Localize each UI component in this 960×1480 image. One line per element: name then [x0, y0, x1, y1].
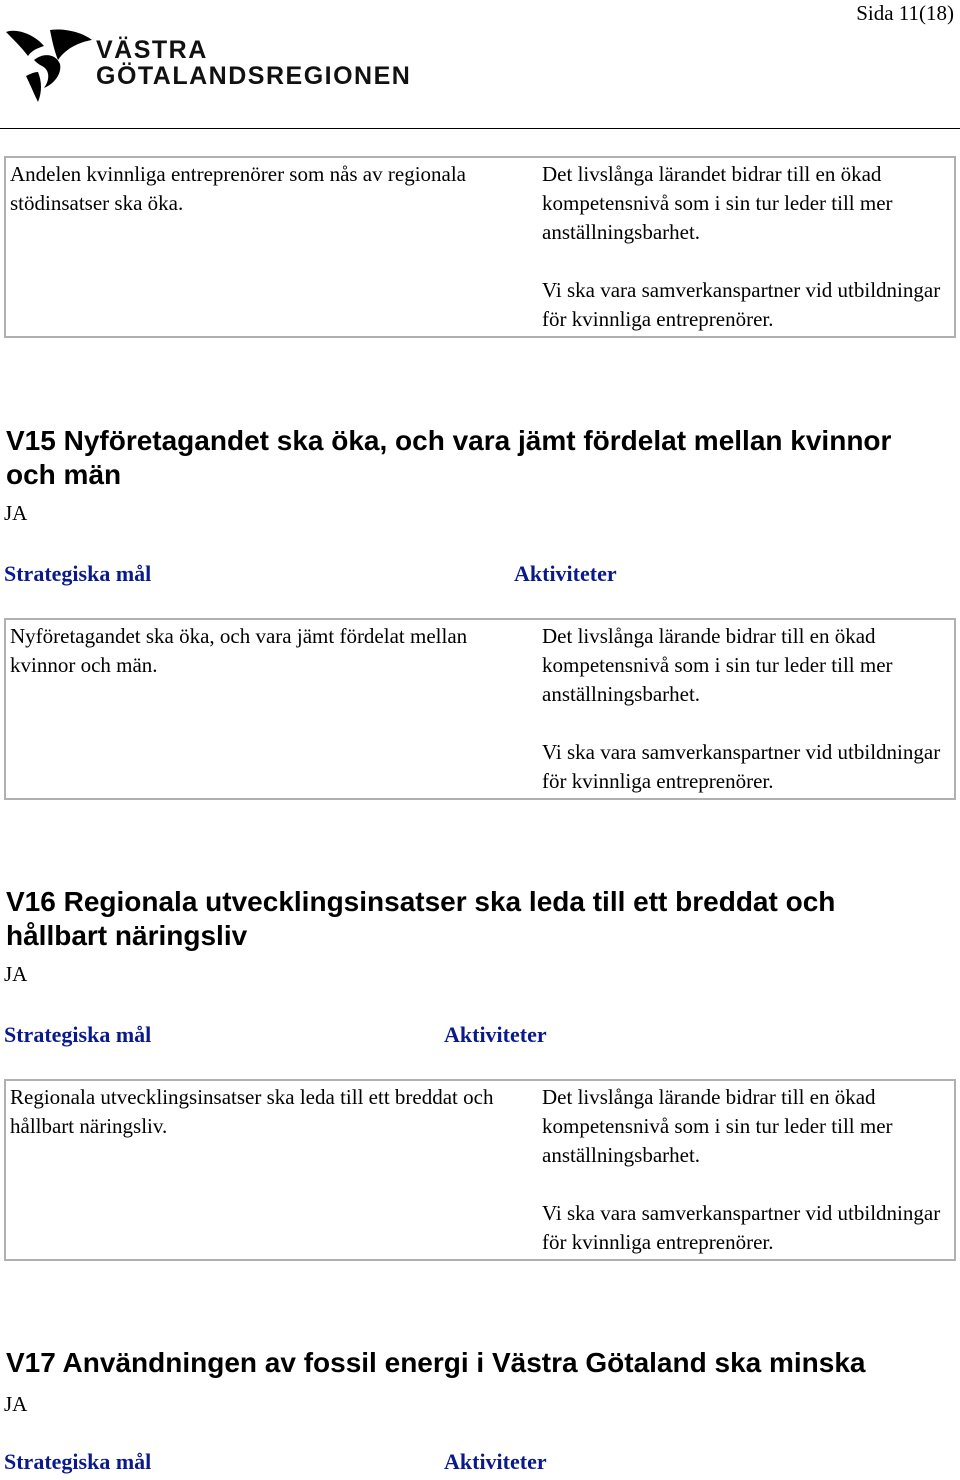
- activity-text: Vi ska vara samverkanspartner vid utbildningar för kvinnliga entreprenörer.: [542, 740, 941, 793]
- region-emblem-icon: [4, 26, 94, 106]
- goal-cell: Regionala utvecklingsinsatser ska leda till ett breddat och hållbart näringsliv.: [10, 1085, 494, 1138]
- goal-cell: Nyföretagandet ska öka, och vara jämt fördelat mellan kvinnor och män.: [10, 624, 468, 677]
- goals-table-v15: [0, 618, 960, 800]
- activity-text: Vi ska vara samverkanspartner vid utbildningar för kvinnliga entreprenörer.: [542, 1201, 941, 1254]
- activity-text: Det livslånga lärande bidrar till en ökad kompetensnivå som i sin tur leder till mer anställningsbarhet.: [542, 1085, 893, 1167]
- logo-line-1: VÄSTRA: [96, 36, 208, 64]
- answer-v17: JA: [4, 1392, 28, 1416]
- activities-cell: [538, 620, 954, 798]
- activity-text: Vi ska vara samverkanspartner vid utbildningar för kvinnliga entreprenörer.: [542, 278, 941, 331]
- column-header-activities: Aktiviteter: [444, 1022, 547, 1047]
- column-header-strategic-goals: Strategiska mål: [4, 1022, 152, 1047]
- goals-table-top: [0, 156, 960, 338]
- activity-text: Det livslånga lärandet bidrar till en ökad kompetensnivå som i sin tur leder till mer anställningsbarhet.: [542, 162, 893, 244]
- header-divider: [0, 128, 960, 129]
- activities-cell: [538, 158, 954, 336]
- logo-line-2: GÖTALANDSREGIONEN: [96, 62, 412, 90]
- column-header-activities: Aktiviteter: [444, 1449, 547, 1474]
- section-heading-v17: V17 Användningen av fossil energi i Västra Götaland ska minska: [6, 1347, 866, 1378]
- vastra-gotalandsregionen-logo: [4, 26, 412, 106]
- section-heading-v15: V15 Nyföretagandet ska öka, och vara jämt fördelat mellan kvinnor och män: [6, 425, 892, 490]
- column-header-activities: Aktiviteter: [514, 561, 617, 586]
- activity-text: Det livslånga lärande bidrar till en ökad kompetensnivå som i sin tur leder till mer anställningsbarhet.: [542, 624, 893, 706]
- activities-cell: [538, 1081, 954, 1259]
- goals-table-v16: [0, 1079, 960, 1261]
- answer-v15: JA: [4, 501, 28, 525]
- column-header-strategic-goals: Strategiska mål: [4, 1449, 152, 1474]
- goal-cell: Andelen kvinnliga entreprenörer som nås av regionala stödinsatser ska öka.: [10, 162, 467, 215]
- column-header-strategic-goals: Strategiska mål: [4, 561, 152, 586]
- section-heading-v16: V16 Regionala utvecklingsinsatser ska leda till ett breddat och hållbart näringsliv: [6, 886, 836, 951]
- page-number: Sida 11(18): [856, 1, 954, 25]
- answer-v16: JA: [4, 962, 28, 986]
